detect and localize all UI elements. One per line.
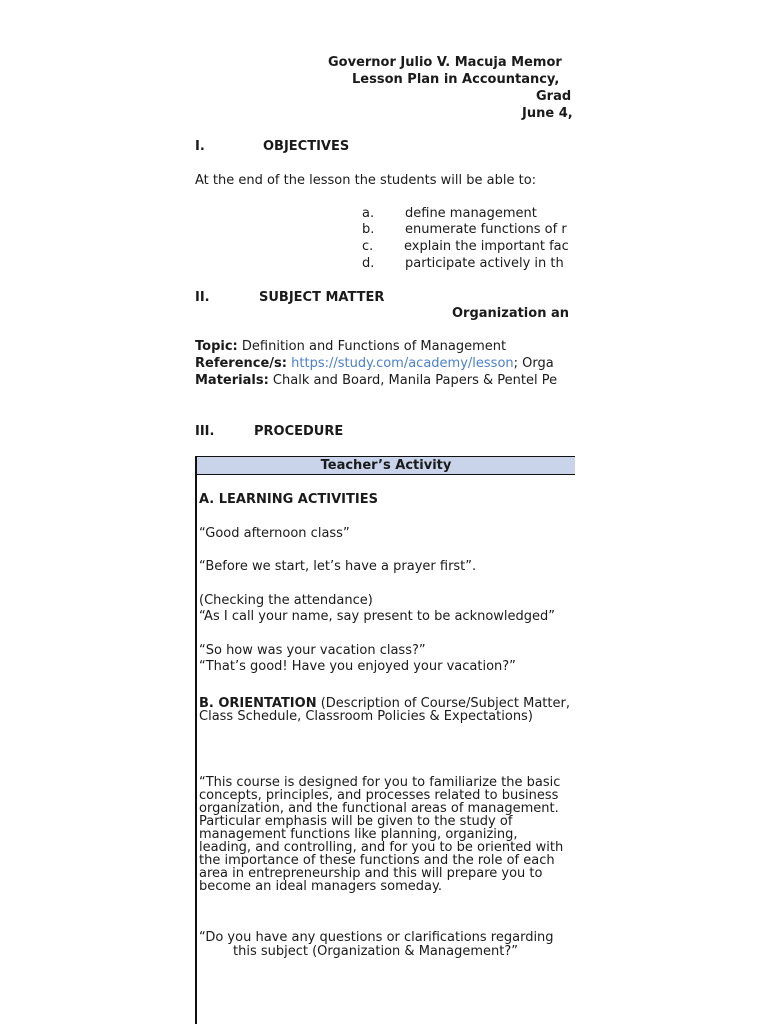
materials-text: Chalk and Board, Manila Papers & Pentel Pe bbox=[272, 373, 558, 388]
objective-text: explain the important fac bbox=[404, 239, 569, 254]
learning-activities-heading: A. LEARNING ACTIVITIES bbox=[199, 492, 378, 507]
dialogue-line: “Before we start, let’s have a prayer first”. bbox=[199, 559, 477, 574]
materials-line bbox=[195, 373, 557, 388]
reference-line bbox=[195, 356, 554, 371]
reference-rest: ; Orga bbox=[513, 356, 554, 371]
question-line: this subject (Organization & Management?” bbox=[233, 944, 518, 959]
objective-letter: c. bbox=[362, 239, 374, 254]
objective-letter: b. bbox=[362, 222, 375, 237]
school-name: Governor Julio V. Macuja Memor bbox=[328, 55, 562, 70]
topic-label: Topic: bbox=[195, 339, 238, 354]
topic-text: Definition and Functions of Management bbox=[241, 339, 507, 354]
subject-matter-numeral: II. bbox=[195, 290, 210, 305]
table-divider bbox=[197, 474, 575, 475]
objectives-intro: At the end of the lesson the students will be able to: bbox=[195, 173, 537, 188]
course-description: “This course is designed for you to familiarize the basic concepts, principles, and processes related to business organization, and the functional areas of management. Particular emphasis will be given to the study of management functions like planning, organizing, leading, and controlling, and for you to be oriented with the importance of these functions and the role of each area in entrepreneurship and this will prepare you to become an ideal managers someday. bbox=[199, 775, 564, 894]
lesson-date: June 4, bbox=[522, 106, 573, 121]
lesson-plan-title: Lesson Plan in Accountancy, bbox=[352, 72, 560, 87]
objectives-numeral: I. bbox=[195, 139, 205, 154]
grade-level: Grad bbox=[536, 89, 572, 104]
dialogue-line: “As I call your name, say present to be acknowledged” bbox=[199, 609, 556, 624]
orientation-description: (Description of Course/Subject Matter, Class Schedule, Classroom Policies & Expectations) bbox=[199, 696, 570, 724]
procedure-numeral: III. bbox=[195, 424, 215, 439]
objective-letter: d. bbox=[362, 256, 375, 271]
dialogue-line: “That’s good! Have you enjoyed your vacation?” bbox=[199, 659, 516, 674]
procedure-heading: PROCEDURE bbox=[254, 424, 344, 439]
reference-link[interactable]: https://study.com/academy/lesson bbox=[291, 356, 514, 371]
orientation-block bbox=[199, 697, 571, 723]
dialogue-line: “Good afternoon class” bbox=[199, 526, 350, 541]
table-header bbox=[197, 456, 575, 475]
topic-line bbox=[195, 339, 506, 354]
objective-letter: a. bbox=[362, 206, 375, 221]
objective-text: participate actively in th bbox=[405, 256, 564, 271]
question-line: “Do you have any questions or clarifications regarding bbox=[199, 930, 554, 945]
orientation-label: B. ORIENTATION bbox=[199, 696, 317, 711]
materials-label: Materials: bbox=[195, 373, 269, 388]
subject-matter-heading: SUBJECT MATTER bbox=[259, 290, 385, 305]
teacher-activity-header: Teacher’s Activity bbox=[320, 458, 452, 473]
dialogue-line: “So how was your vacation class?” bbox=[199, 643, 426, 658]
objectives-heading: OBJECTIVES bbox=[263, 139, 350, 154]
reference-label: Reference/s: bbox=[195, 356, 287, 371]
procedure-table bbox=[195, 456, 575, 1024]
objective-text: enumerate functions of r bbox=[405, 222, 567, 237]
subject-title: Organization an bbox=[452, 306, 569, 321]
objective-text: define management bbox=[405, 206, 537, 221]
dialogue-line: (Checking the attendance) bbox=[199, 593, 373, 608]
